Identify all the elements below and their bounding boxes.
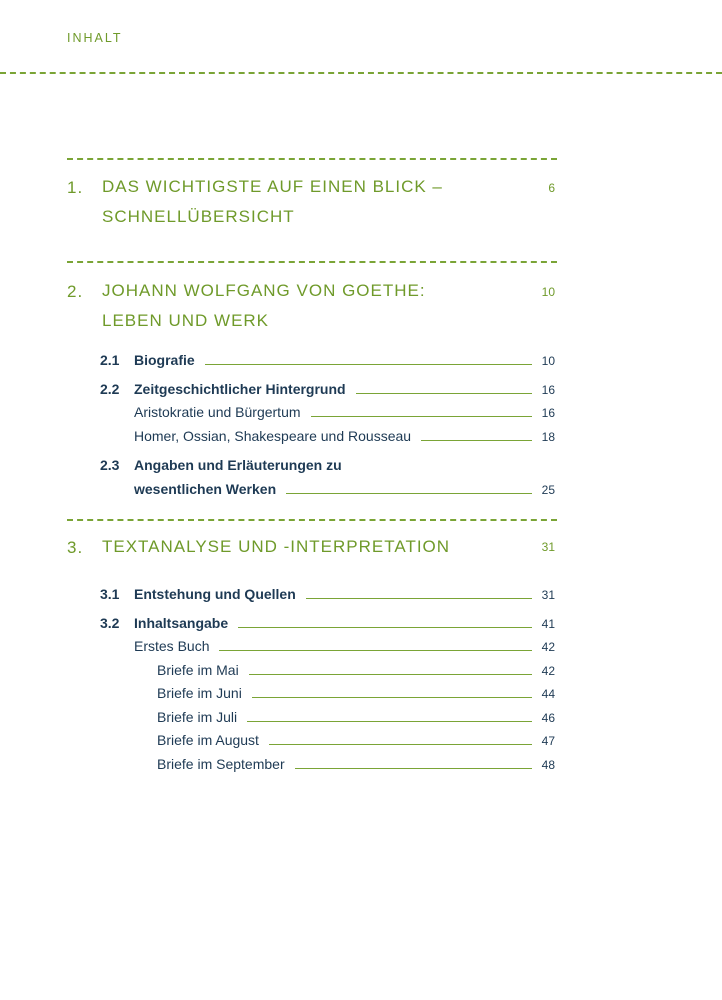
section-number: 2.1 [100,352,120,368]
leader-line [219,650,532,651]
leader-line [269,744,532,745]
running-head: INHALT [67,31,123,45]
toc-entry-page: 48 [541,758,555,772]
leader-line [205,364,532,365]
toc-subentry[interactable] [134,428,532,444]
leader-line [252,697,532,698]
toc-subsubentry[interactable] [157,756,532,772]
toc-entry-title: Briefe im Juni [157,685,242,701]
leader-line [295,768,532,769]
toc-entry-page: 42 [541,640,555,654]
toc-entry-title: Aristokratie und Bürgertum [134,404,301,420]
leader-line [238,627,532,628]
leader-line [306,598,532,599]
chapter-number: 1. [67,178,84,197]
chapter-title[interactable] [102,532,502,562]
toc-entry-title: Zeitgeschichtlicher Hintergrund [134,381,346,397]
toc-entry-title: wesentlichen Werken [134,481,277,497]
toc-entry-page: 41 [541,617,555,631]
toc-entry-title: Briefe im Juli [157,709,238,725]
leader-line [311,416,532,417]
toc-entry-page: 18 [541,430,555,444]
chapter-number: 3. [67,538,84,557]
toc-entry-title: Entstehung und Quellen [134,586,296,602]
toc-subsubentry[interactable] [157,662,532,678]
chapter-divider [67,158,557,160]
toc-entry[interactable] [134,615,532,631]
leader-line [286,493,532,494]
section-number: 3.2 [100,615,120,631]
toc-entry-page: 44 [541,687,555,701]
section-number: 3.1 [100,586,120,602]
toc-entry-title: Briefe im Mai [157,662,239,678]
toc-entry[interactable] [134,381,532,397]
toc-subentry[interactable] [134,404,532,420]
toc-entry-page: 16 [541,406,555,420]
section-number: 2.2 [100,381,120,397]
leader-line [247,721,532,722]
leader-line [249,674,532,675]
toc-entry-page: 10 [541,354,555,368]
toc-entry-page: 16 [541,383,555,397]
header-divider [0,72,722,74]
toc-entry-page: 31 [541,588,555,602]
chapter-title-line: TEXTANALYSE UND -INTERPRETATION [102,537,451,556]
toc-entry-page: 46 [541,711,555,725]
chapter-title[interactable] [102,172,502,232]
toc-subsubentry[interactable] [157,732,532,748]
chapter-number: 2. [67,282,84,301]
toc-subsubentry[interactable] [157,709,532,725]
chapter-page: 31 [541,540,555,554]
toc-entry-title: Briefe im August [157,732,259,748]
toc-entry[interactable] [134,481,532,497]
chapter-divider [67,519,557,521]
toc-subsubentry[interactable] [157,685,532,701]
toc-entry-title: Homer, Ossian, Shakespeare und Rousseau [134,428,412,444]
chapter-title[interactable] [102,276,502,336]
section-number: 2.3 [100,457,120,473]
toc-entry[interactable] [134,352,532,368]
toc-entry-page: 47 [541,734,555,748]
toc-entry-page: 42 [541,664,555,678]
chapter-title-line: DAS WICHTIGSTE AUF EINEN BLICK – [102,177,443,196]
leader-line [421,440,532,441]
chapter-page: 6 [548,181,555,195]
toc-entry-page: 25 [541,483,555,497]
chapter-title-line: JOHANN WOLFGANG VON GOETHE: [102,281,426,300]
toc-entry-title: Biografie [134,352,195,368]
toc-entry-title: Erstes Buch [134,638,210,654]
toc-subentry[interactable] [134,638,532,654]
chapter-title-line: SCHNELLÜBERSICHT [102,207,295,226]
toc-entry-title: Inhaltsangabe [134,615,229,631]
chapter-divider [67,261,557,263]
toc-entry[interactable] [134,586,532,602]
toc-entry-title[interactable]: Angaben und Erläuterungen zu [134,457,342,473]
chapter-page: 10 [541,285,555,299]
leader-line [356,393,532,394]
toc-entry-title: Briefe im September [157,756,285,772]
chapter-title-line: LEBEN UND WERK [102,311,270,330]
